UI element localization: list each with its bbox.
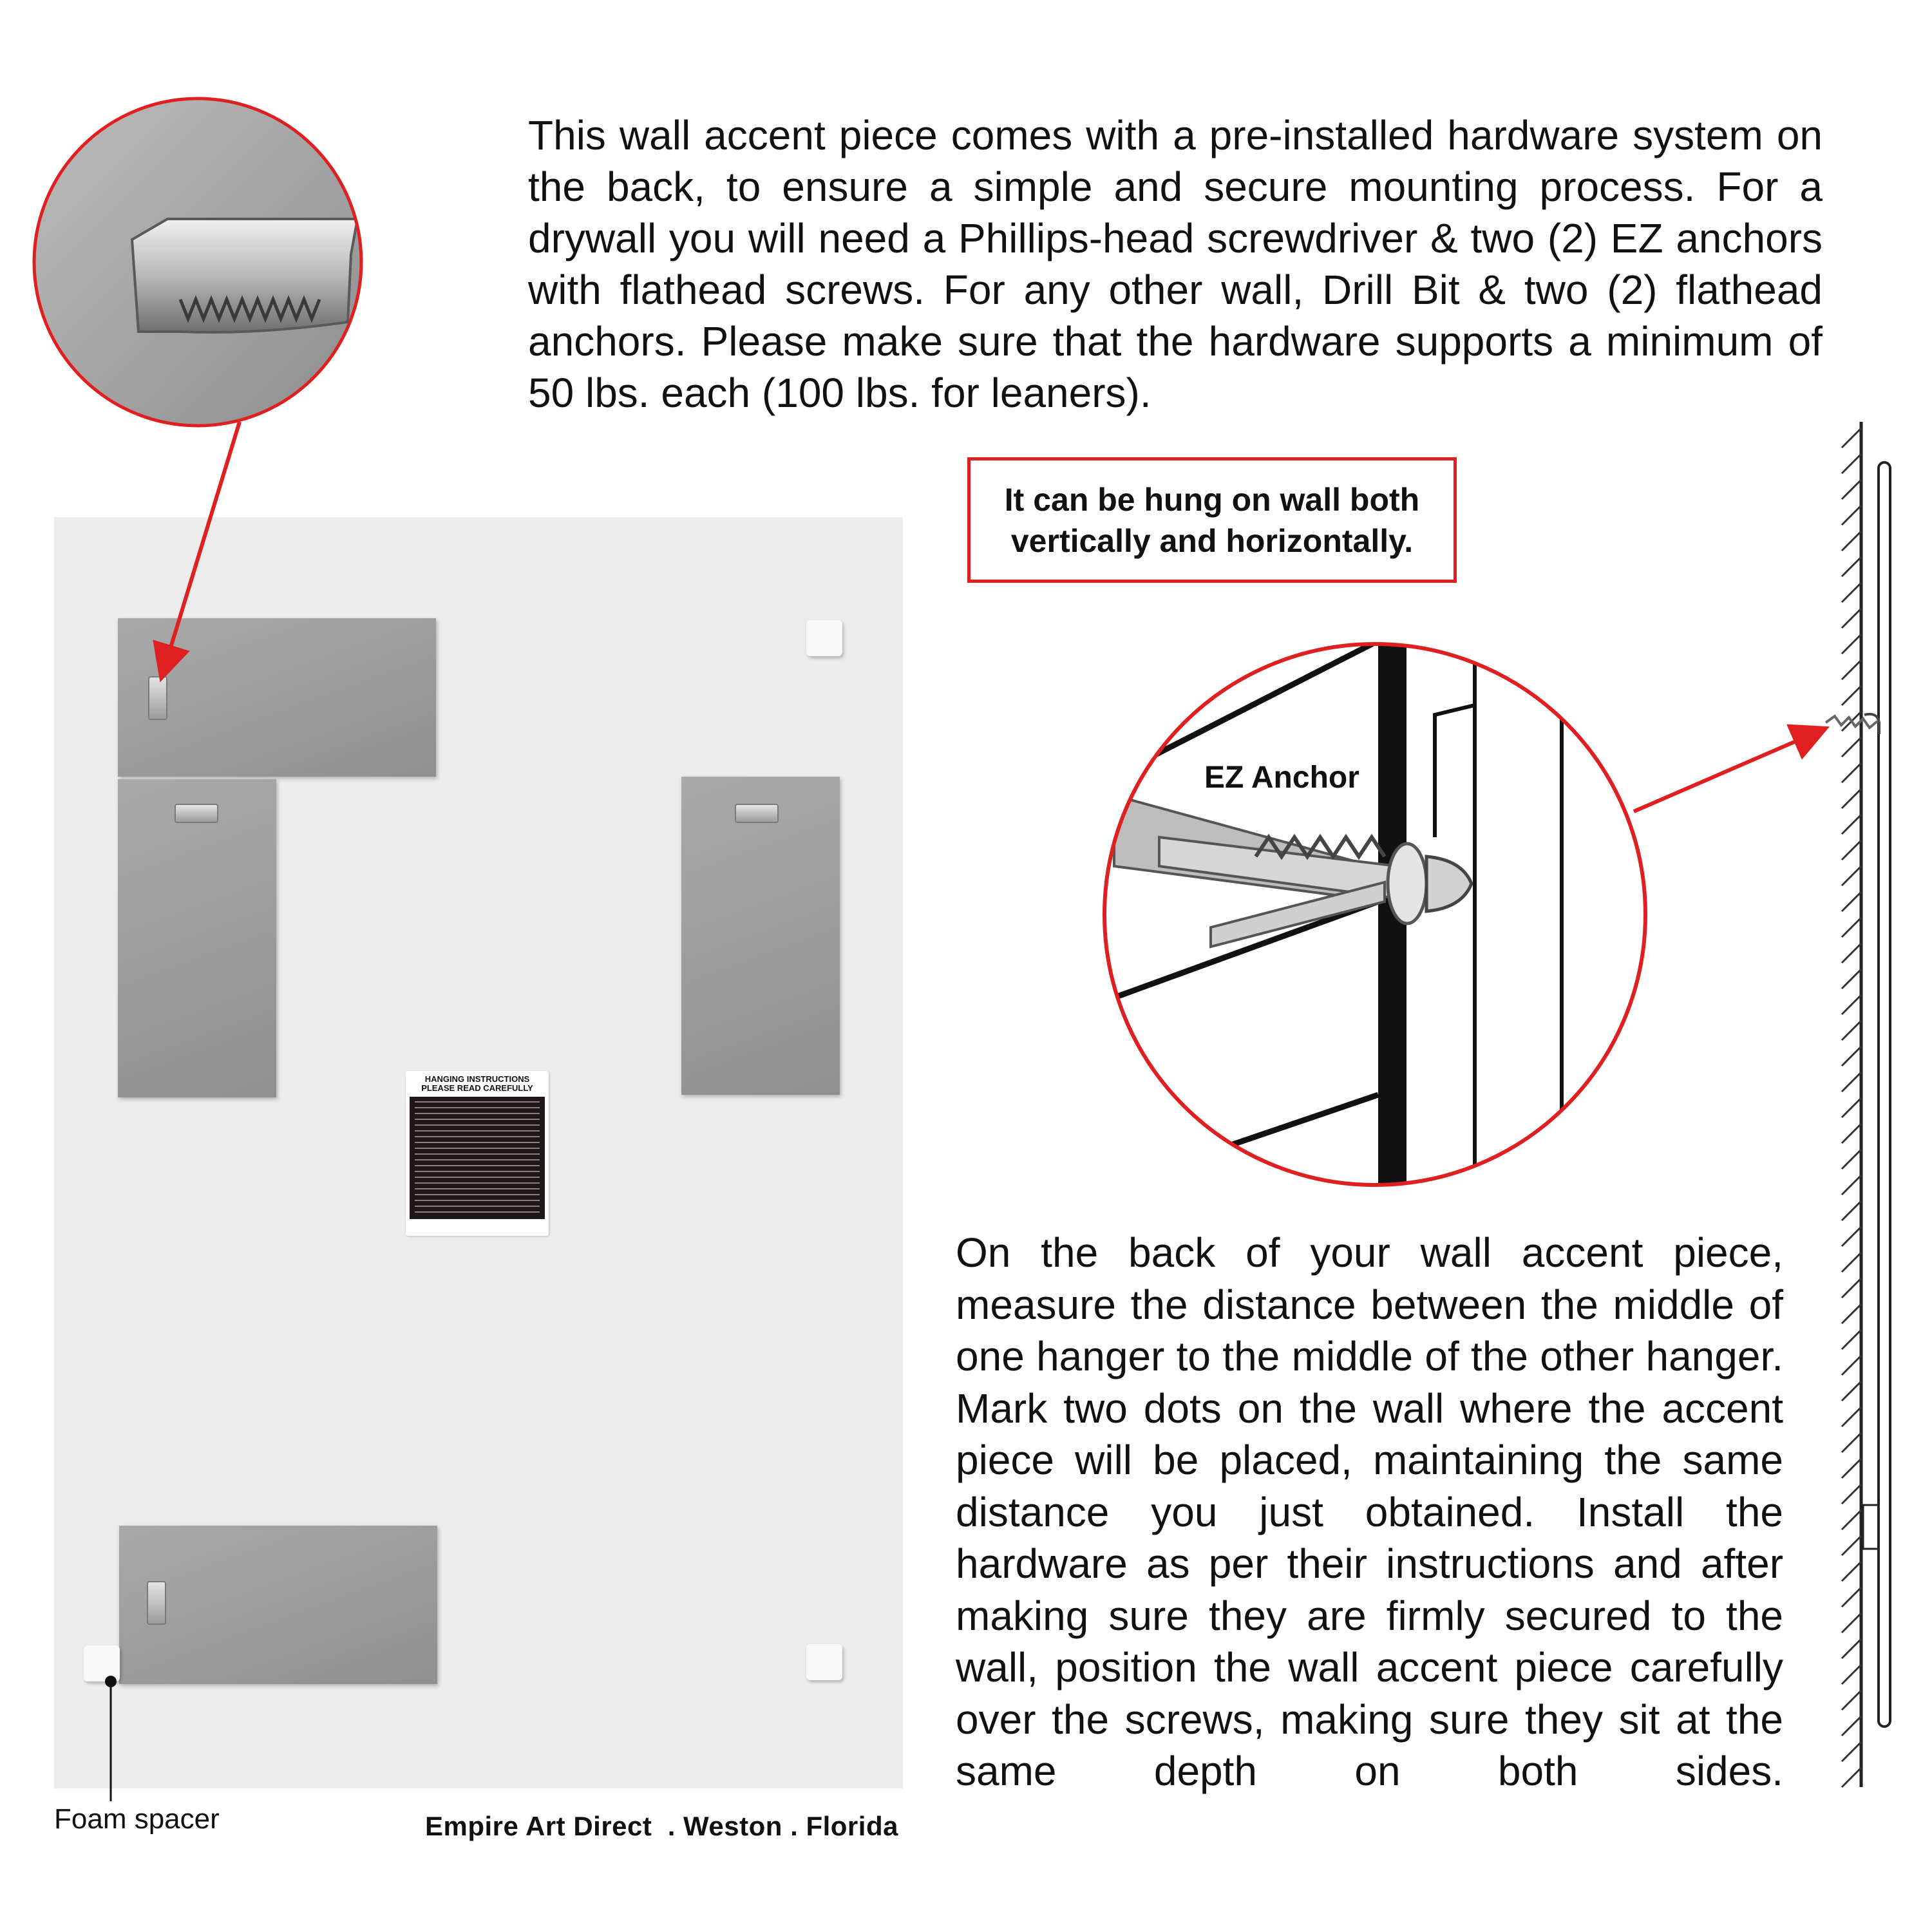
instructions-paragraph: On the back of your wall accent piece, measure the distance between the middle of one hanger to the middle of the other hanger. Mark two dots on the wall where the accent piece will be placed, maintaining the same distance you just obtained. Install the hardware as per their instructions and after making sure they are firmly secured to the wall, position the wall accent piece carefully over the screws, making sure they sit at the same depth on both sides.: [956, 1229, 1783, 1794]
foam-spacer-label: Foam spacer: [54, 1803, 220, 1835]
wall-section-icon: [1826, 422, 1890, 1787]
ez-anchor-label: EZ Anchor: [1204, 761, 1359, 795]
hanger-zoom-circle: [26, 90, 374, 438]
intro-paragraph: This wall accent piece comes with a pre-installed hardware system on the back, to ensure a simple and secure mounting process. For a drywall you will need a Phillips-head screwdriver & two (2) EZ anchors with flathead screws. For any other wall, Drill Bit & two (2) flathead anchors. Please make sure that the hardware supports a minimum of 50 lbs. each (100 lbs. for leaners).: [528, 112, 1823, 416]
orientation-note-text: It can be hung on wall both vertically and horizontally.: [1004, 481, 1420, 559]
label-subtitle: PLEASE READ CAREFULLY: [421, 1083, 533, 1093]
anchor-zoom-arrow: [1634, 730, 1823, 811]
brand-line: Empire Art Direct . Weston . Florida: [425, 1811, 898, 1841]
hanger-zoom-arrow: [162, 422, 240, 675]
label-title: HANGING INSTRUCTIONS: [424, 1074, 530, 1084]
